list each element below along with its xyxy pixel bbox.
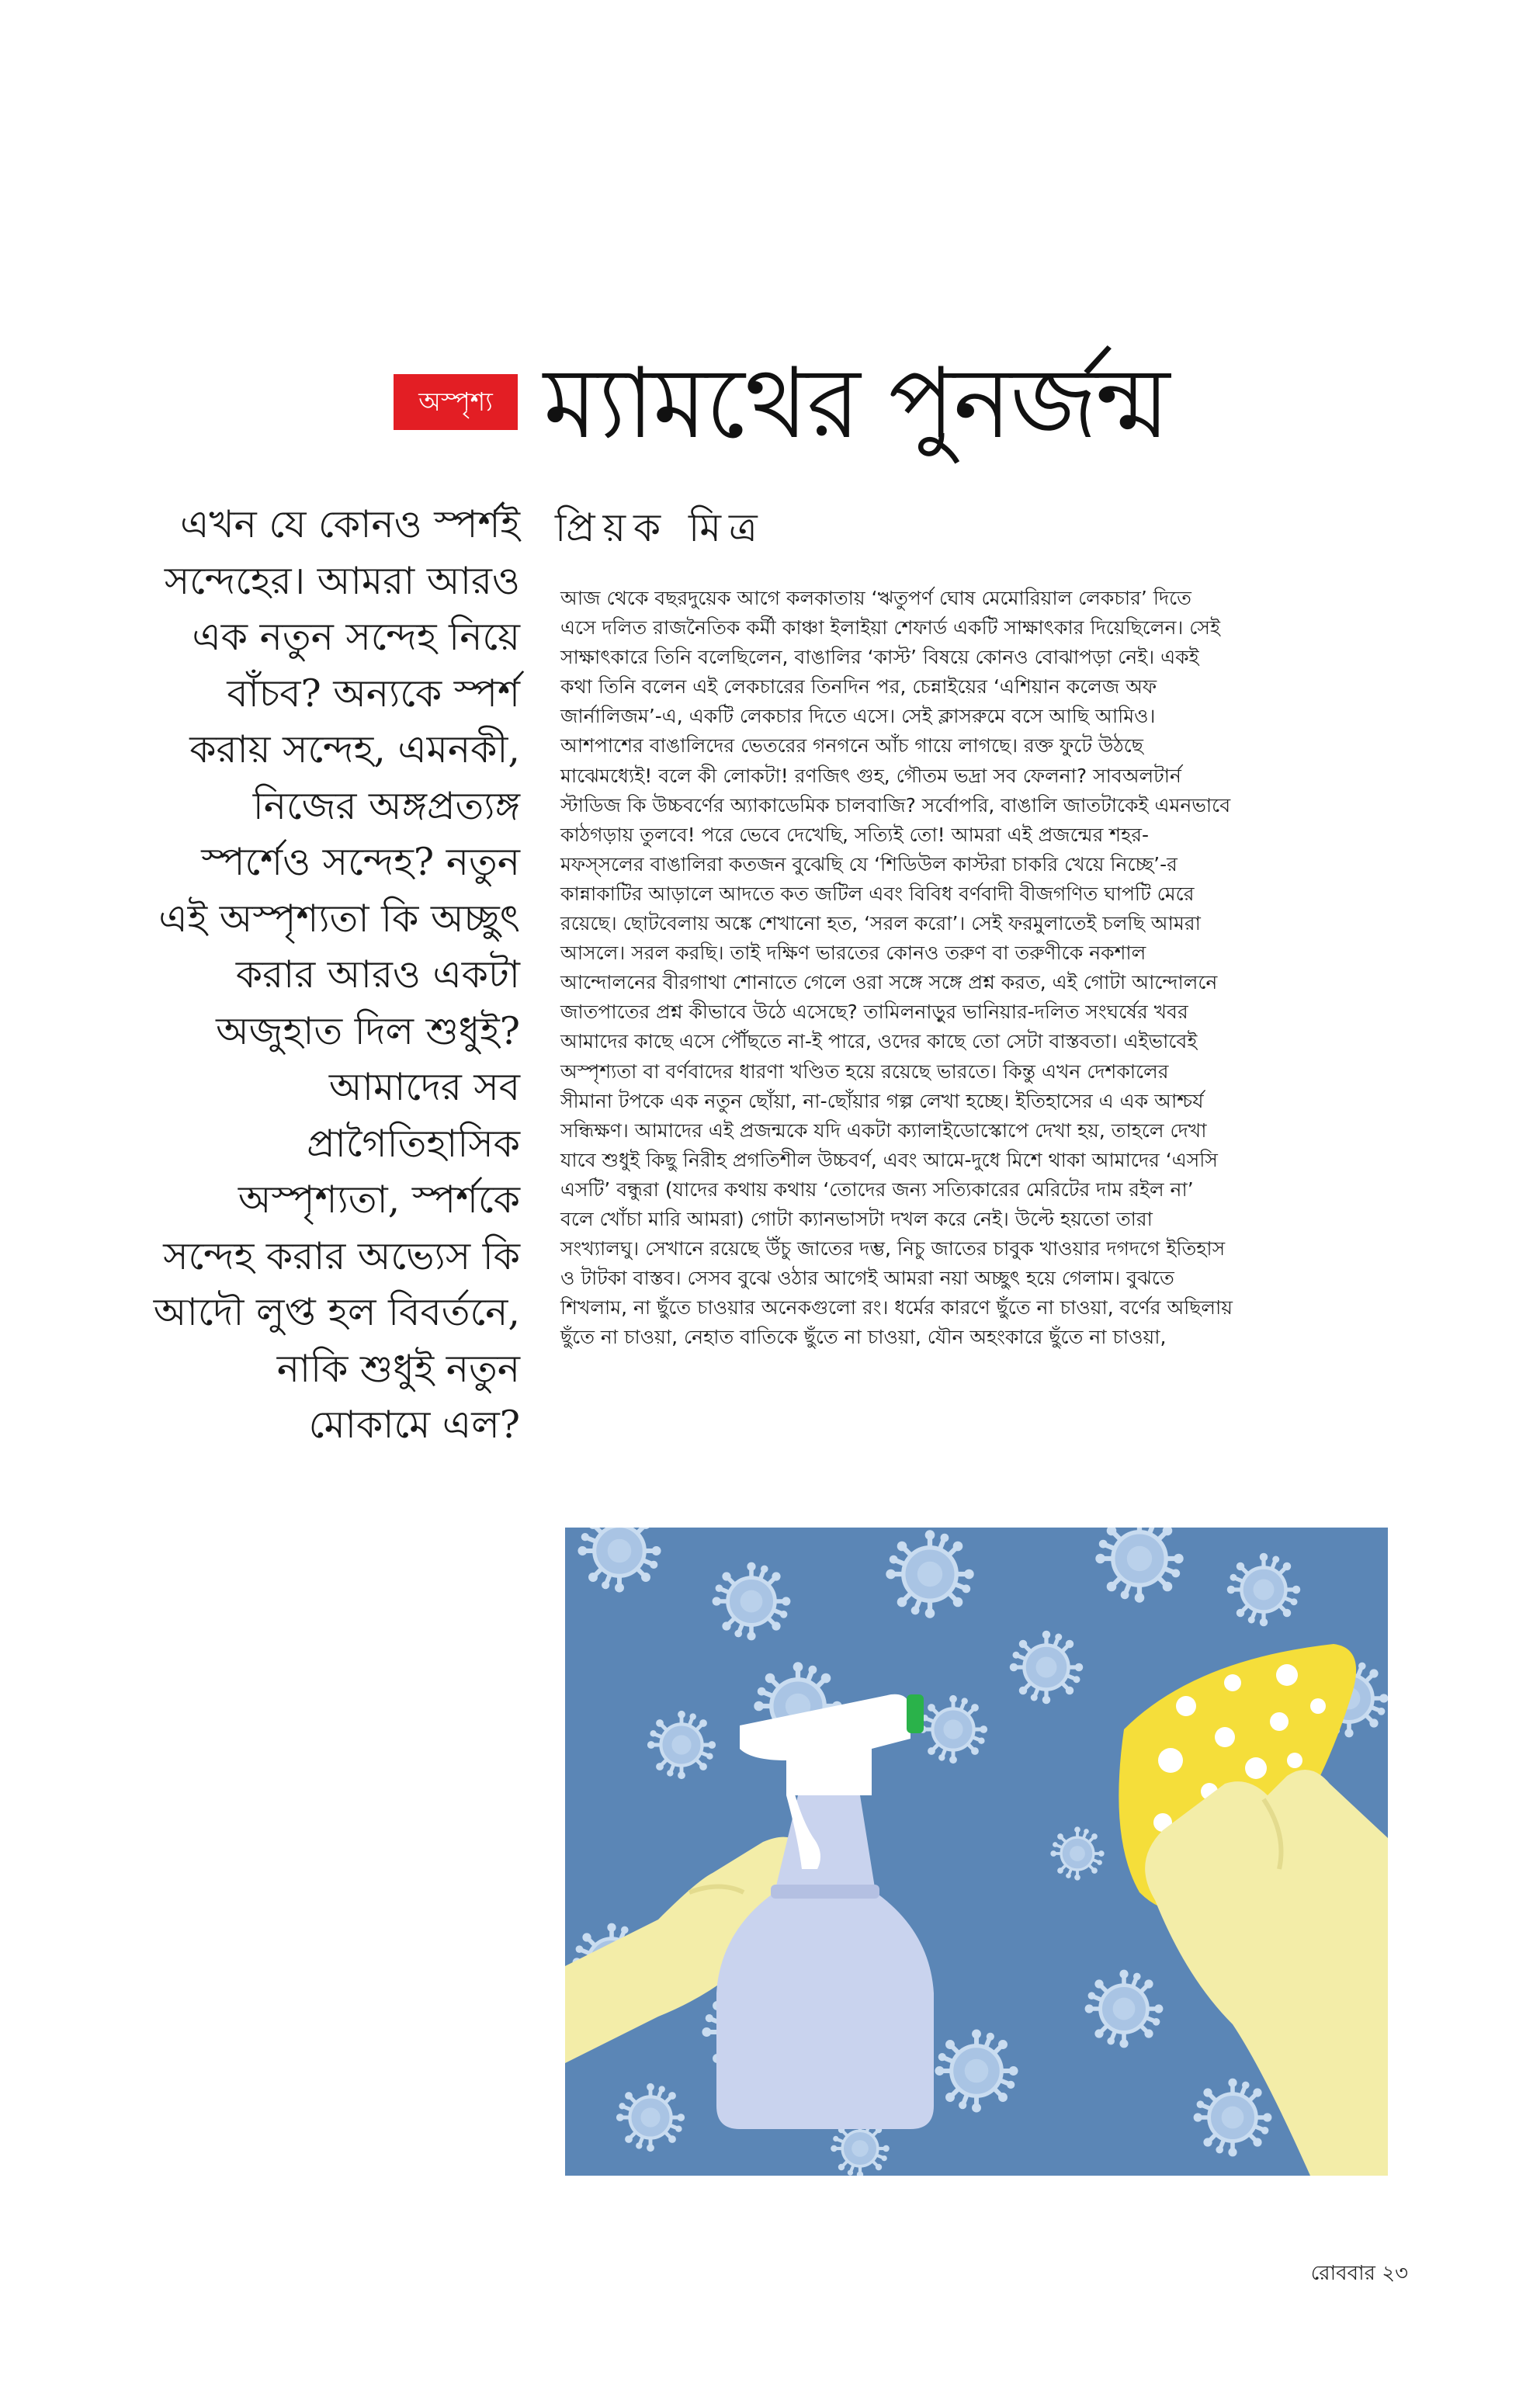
pull-quote-line: নিজের অঙ্গপ্রত্যঙ্গ <box>252 783 520 828</box>
body-line: স্টাডিজ কি উচ্চবর্ণের অ্যাকাডেমিক চালবাজি? সর্বোপরি, বাঙালি জাতটাকেই এমনভাবে <box>560 793 1231 817</box>
body-line: আসলে। সরল করছি। তাই দক্ষিণ ভারতের কোনও তরুণ বা তরুণীকে নকশাল <box>560 942 1146 965</box>
body-line: আজ থেকে বছরদুয়েক আগে কলকাতায় ‘ঋতুপর্ণ ঘোষ মেমোরিয়াল লেকচার’ দিতে <box>560 587 1191 609</box>
body-line: মফস্সলের বাঙালিরা কতজন বুঝেছি যে ‘শিডিউল কাস্টরা চাকরি খেয়ে নিচ্ছে’-র <box>560 852 1178 876</box>
body-line: ও টাটকা বাস্তব। সেসব বুঝে ওঠার আগেই আমরা নয়া অচ্ছুৎ হয়ে গেলাম। বুঝতে <box>560 1267 1174 1290</box>
pull-quote-line: এই অস্পৃশ্যতা কি অচ্ছুৎ <box>158 896 520 941</box>
pull-quote-line: অস্পৃশ্যতা, স্পর্শকে <box>238 1177 520 1222</box>
pull-quote-line: সন্দেহ করার অভ্যেস কি <box>163 1233 520 1278</box>
body-line: সাক্ষাৎকারে তিনি বলেছিলেন, বাঙালির ‘কাস্ট’ বিষয়ে কোনও বোঝাপড়া নেই। একই <box>560 646 1199 669</box>
body-line: জার্নালিজম’-এ, একটি লেকচার দিতে এসে। সেই ক্লাসরুমে বসে আছি আমিও। <box>560 705 1156 728</box>
body-line: কাঠগড়ায় তুলবে! পরে ভেবে দেখেছি, সত্যিই তো! আমরা এই প্রজন্মের শহর- <box>560 823 1149 846</box>
body-line: জাতপাতের প্রশ্ন কীভাবে উঠে এসেছে? তামিলনাড়ুর ভানিয়ার-দলিত সংঘর্ষের খবর <box>560 1001 1188 1024</box>
body-line: কথা তিনি বলেন এই লেকচারের তিনদিন পর, চেন্নাইয়ের ‘এশিয়ান কলেজ অফ <box>560 675 1157 699</box>
pull-quote-line: আমাদের সব <box>328 1065 520 1109</box>
pull-quote-line: এক নতুন সন্দেহ নিয়ে <box>192 615 520 659</box>
byline: প্রিয়ক মিত্র <box>555 505 765 550</box>
pull-quote-line: প্রাগৈতিহাসিক <box>307 1121 520 1166</box>
section-tag: অস্পৃশ্য <box>394 374 518 430</box>
pull-quote <box>109 497 520 1454</box>
pull-quote-line: সন্দেহের। আমরা আরও <box>164 558 520 603</box>
page-folio: রোববার ২৩ <box>1310 2262 1408 2285</box>
body-line: বলে খোঁচা মারি আমরা) গোটা ক্যানভাসটা দখল করে নেই। উল্টে হয়তো তারা <box>560 1207 1153 1230</box>
article-body <box>560 584 1391 1352</box>
body-line: অস্পৃশ্যতা বা বর্ণবাদের ধারণা খণ্ডিত হয়ে রয়েছে ভারতে। কিন্তু এখন দেশকালের <box>560 1060 1169 1083</box>
body-line: সন্ধিক্ষণ। আমাদের এই প্রজন্মকে যদি একটা ক্যালাইডোস্কোপে দেখা হয়, তাহলে দেখা <box>560 1118 1207 1142</box>
pull-quote-line: অজুহাত দিল শুধুই? <box>216 1008 520 1053</box>
body-line: আমাদের কাছে এসে পৌঁছতে না-ই পারে, ওদের কাছে তো সেটা বাস্তবতা। এইভাবেই <box>560 1030 1198 1053</box>
body-line: মাঝেমধ্যেই! বলে কী লোকটা! রণজিৎ গুহ, গৌতম ভদ্রা সব ফেলনা? সাবঅলটার্ন <box>560 764 1181 787</box>
pull-quote-line: আদৌ লুপ্ত হল বিবর্তনে, <box>153 1290 520 1334</box>
pull-quote-line: মোকামে এল? <box>308 1403 520 1447</box>
illustration-disinfection <box>565 1528 1388 2176</box>
body-line: আশপাশের বাঙালিদের ভেতরের গনগনে আঁচ গায়ে লাগছে। রক্ত ফুটে উঠছে <box>560 734 1143 758</box>
headline: ম্যামথের পুনর্জন্ম <box>543 346 1169 460</box>
body-line: এসে দলিত রাজনৈতিক কর্মী কাঞ্চা ইলাইয়া শেফার্ড একটি সাক্ষাৎকার দিয়েছিলেন। সেই <box>560 616 1220 640</box>
body-line: কান্নাকাটির আড়ালে আদতে কত জটিল এবং বিবিধ বর্ণবাদী বীজগণিত ঘাপটি মেরে <box>560 882 1195 905</box>
body-line: আন্দোলনের বীরগাথা শোনাতে গেলে ওরা সঙ্গে সঙ্গে প্রশ্ন করত, এই গোটা আন্দোলনে <box>560 971 1218 994</box>
pull-quote-line: স্পর্শেও সন্দেহ? নতুন <box>201 840 520 884</box>
body-line: ছুঁতে না চাওয়া, নেহাত বাতিকে ছুঁতে না চাওয়া, যৌন অহংকারে ছুঁতে না চাওয়া, <box>560 1326 1167 1349</box>
body-line: এসটি’ বন্ধুরা (যাদের কথায় কথায় ‘তোদের জন্য সত্যিকারের মেরিটের দাম রইল না’ <box>560 1177 1194 1201</box>
body-line: সংখ্যালঘু। সেখানে রয়েছে উঁচু জাতের দম্ভ, নিচু জাতের চাবুক খাওয়ার দগদগে ইতিহাস <box>560 1237 1226 1261</box>
pull-quote-line: বাঁচব? অন্যকে স্পর্শ <box>227 671 520 716</box>
pull-quote-line: করার আরও একটা <box>235 952 520 997</box>
body-line: রয়েছে। ছোটবেলায় অঙ্কে শেখানো হত, ‘সরল করো’। সেই ফরমুলাতেই চলছি আমরা <box>560 912 1201 935</box>
pull-quote-line: এখন যে কোনও স্পর্শই <box>180 502 520 546</box>
pull-quote-line: করায় সন্দেহ, এমনকী, <box>189 727 520 772</box>
body-line: যাবে শুধুই কিছু নিরীহ প্রগতিশীল উচ্চবর্ণ, এবং আমে-দুধে মিশে থাকা আমাদের ‘এসসি <box>560 1148 1218 1171</box>
body-line: শিখলাম, না ছুঁতে চাওয়ার অনেকগুলো রং। ধর্মের কারণে ছুঁতে না চাওয়া, বর্ণের অছিলায় <box>560 1296 1233 1320</box>
body-line: সীমানা টপকে এক নতুন ছোঁয়া, না-ছোঁয়ার গল্প লেখা হচ্ছে। ইতিহাসের এ এক আশ্চর্য <box>560 1089 1204 1112</box>
pull-quote-line: নাকি শুধুই নতুন <box>276 1346 520 1391</box>
